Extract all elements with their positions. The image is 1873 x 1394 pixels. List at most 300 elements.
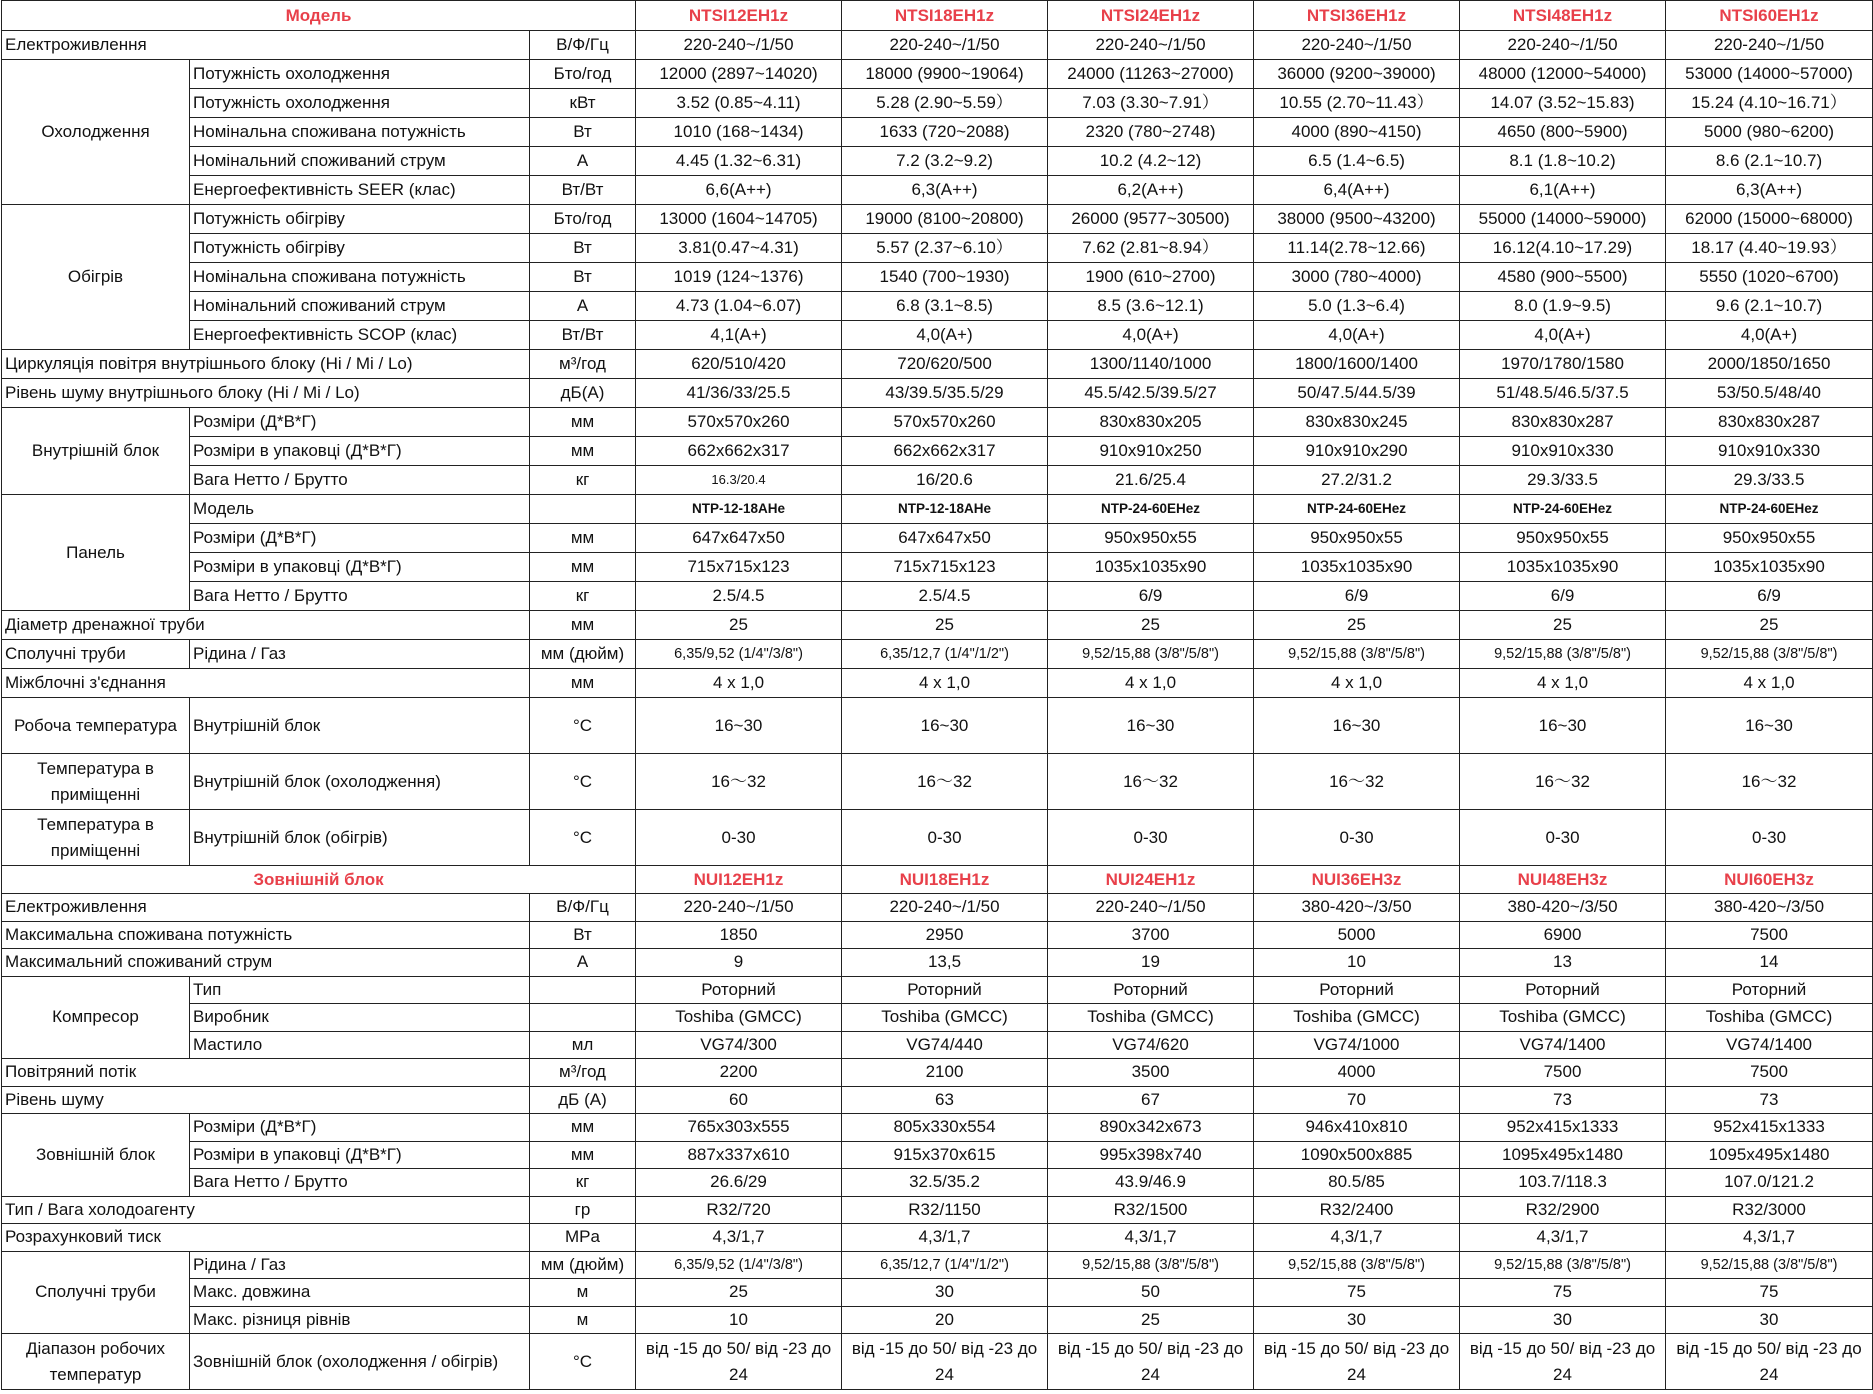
table-row [2,1114,1873,1142]
unit-label: Вт [530,234,636,263]
value-cell: 4 x 1,0 [1048,669,1254,698]
value-cell: 0-30 [1254,810,1460,866]
value-cell: 0-30 [1460,810,1666,866]
value-cell: 16～32 [1666,754,1873,810]
value-cell: 1850 [636,921,842,949]
table-row [2,1279,1873,1307]
value-cell: 5.57 (2.37~6.10） [842,234,1048,263]
table-row [2,408,1873,437]
table-row [2,1086,1873,1114]
unit-label: мм [530,437,636,466]
group-label: Внутрішній блок [2,408,190,495]
value-cell: 1035x1035x90 [1460,553,1666,582]
value-cell: 18000 (9900~19064) [842,60,1048,89]
parameter-label: Потужність охолодження [190,60,530,89]
value-cell: 75 [1254,1279,1460,1307]
value-cell: 29.3/33.5 [1460,466,1666,495]
value-cell: 75 [1460,1279,1666,1307]
value-cell: 14.07 (3.52~15.83) [1460,89,1666,118]
value-cell: 50/47.5/44.5/39 [1254,379,1460,408]
value-cell: 7.62 (2.81~8.94） [1048,234,1254,263]
unit-label: Вт/Вт [530,321,636,350]
unit-label [530,495,636,524]
value-cell: 41/36/33/25.5 [636,379,842,408]
table-row [2,234,1873,263]
value-cell: NTP-24-60EHez [1460,495,1666,524]
unit-label: А [530,147,636,176]
value-cell: 1540 (700~1930) [842,263,1048,292]
value-cell: 6,1(A++) [1460,176,1666,205]
value-cell: 53000 (14000~57000) [1666,60,1873,89]
value-cell: 887x337x610 [636,1141,842,1169]
value-cell: 1970/1780/1580 [1460,350,1666,379]
table-row [2,1004,1873,1032]
value-cell: 830x830x287 [1666,408,1873,437]
value-cell: 220-240~/1/50 [1460,31,1666,60]
parameter-label: Вага Нетто / Брутто [190,1169,530,1197]
value-cell: 6900 [1460,921,1666,949]
model-name: NTSI60EH1z [1666,1,1873,31]
table-row [2,176,1873,205]
value-cell: 4 x 1,0 [842,669,1048,698]
value-cell: 1019 (124~1376) [636,263,842,292]
value-cell: 26000 (9577~30500) [1048,205,1254,234]
value-cell: R32/1500 [1048,1196,1254,1224]
model-name: NTSI36EH1z [1254,1,1460,31]
value-cell: 9,52/15,88 (3/8"/5/8") [1666,640,1873,669]
value-cell: 6,6(A++) [636,176,842,205]
value-cell: NTP-12-18AHe [636,495,842,524]
table-row [2,949,1873,977]
parameter-label: Внутрішній блок (охолодження) [190,754,530,810]
parameter-label: Електроживлення [2,31,530,60]
value-cell: 1800/1600/1400 [1254,350,1460,379]
value-cell: 4,3/1,7 [636,1224,842,1252]
value-cell: 4000 [1254,1059,1460,1087]
value-cell: 6,2(A++) [1048,176,1254,205]
parameter-label: Модель [190,495,530,524]
value-cell: 16～32 [1048,754,1254,810]
unit-label: мм [530,553,636,582]
parameter-label: Потужність обігріву [190,234,530,263]
parameter-label: Рідина / Газ [190,640,530,669]
value-cell: 7.2 (3.2~9.2) [842,147,1048,176]
table-row [2,437,1873,466]
value-cell: NTP-24-60EHez [1048,495,1254,524]
value-cell: 6.8 (3.1~8.5) [842,292,1048,321]
value-cell: 6/9 [1254,582,1460,611]
parameter-label: Тип [190,976,530,1004]
group-label: Зовнішній блок [2,1114,190,1197]
parameter-label: Електроживлення [2,894,530,922]
indoor-header-row [2,1,1873,31]
value-cell: 950x950x55 [1254,524,1460,553]
parameter-label: Тип / Вага холодоагенту [2,1196,530,1224]
table-row [2,1059,1873,1087]
table-row [2,894,1873,922]
value-cell: 16~30 [1666,698,1873,754]
value-cell: 75 [1666,1279,1873,1307]
table-row [2,321,1873,350]
unit-label: м³/год [530,350,636,379]
value-cell: 73 [1666,1086,1873,1114]
value-cell: 220-240~/1/50 [636,894,842,922]
value-cell: 1010 (168~1434) [636,118,842,147]
value-cell: 5.0 (1.3~6.4) [1254,292,1460,321]
value-cell: 4,0(A+) [842,321,1048,350]
value-cell: 16～32 [636,754,842,810]
value-cell: 6,35/9,52 (1/4"/3/8") [636,1251,842,1279]
unit-label: кг [530,582,636,611]
value-cell: 720/620/500 [842,350,1048,379]
table-row [2,350,1873,379]
value-cell: 6/9 [1460,582,1666,611]
value-cell: 16/20.6 [842,466,1048,495]
value-cell: 18.17 (4.40~19.93） [1666,234,1873,263]
unit-label: Вт [530,118,636,147]
value-cell: Toshiba (GMCC) [636,1004,842,1032]
value-cell: R32/720 [636,1196,842,1224]
unit-label: °C [530,1334,636,1390]
value-cell: 4,1(A+) [636,321,842,350]
value-cell: 25 [842,611,1048,640]
value-cell: Toshiba (GMCC) [1254,1004,1460,1032]
table-row [2,379,1873,408]
value-cell: 25 [1666,611,1873,640]
parameter-label: Розміри (Д*В*Г) [190,524,530,553]
value-cell: 830x830x245 [1254,408,1460,437]
value-cell: 570x570x260 [842,408,1048,437]
table-row [2,263,1873,292]
unit-label: мм [530,611,636,640]
value-cell: 32.5/35.2 [842,1169,1048,1197]
parameter-label: Рівень шуму внутрішнього блоку (Hi / Mi / Lo) [2,379,530,408]
table-row [2,1334,1873,1390]
unit-label: мм (дюйм) [530,640,636,669]
value-cell: NTP-24-60EHez [1666,495,1873,524]
value-cell: 380-420~/3/50 [1460,894,1666,922]
value-cell: VG74/1400 [1666,1031,1873,1059]
value-cell: 10.55 (2.70~11.43） [1254,89,1460,118]
value-cell: 220-240~/1/50 [842,31,1048,60]
value-cell: 24000 (11263~27000) [1048,60,1254,89]
value-cell: 25 [636,1279,842,1307]
value-cell: NTP-12-18AHe [842,495,1048,524]
parameter-label: Максимальна споживана потужність [2,921,530,949]
value-cell: 830x830x287 [1460,408,1666,437]
value-cell: 4580 (900~5500) [1460,263,1666,292]
value-cell: 380-420~/3/50 [1666,894,1873,922]
value-cell: 25 [636,611,842,640]
value-cell: 16~30 [636,698,842,754]
value-cell: 36000 (9200~39000) [1254,60,1460,89]
parameter-label: Максимальний споживаний струм [2,949,530,977]
value-cell: 9 [636,949,842,977]
unit-label: м [530,1306,636,1334]
value-cell: 107.0/121.2 [1666,1169,1873,1197]
unit-label: м³/год [530,1059,636,1087]
parameter-label: Номінальна споживана потужність [190,118,530,147]
parameter-label: Розміри в упаковці (Д*В*Г) [190,553,530,582]
value-cell: Toshiba (GMCC) [1048,1004,1254,1032]
model-name: NTSI12EH1z [636,1,842,31]
parameter-label: Циркуляція повітря внутрішнього блоку (Hi / Mi / Lo) [2,350,530,379]
value-cell: 0-30 [1048,810,1254,866]
model-name: NUI60EH3z [1666,866,1873,894]
value-cell: 15.24 (4.10~16.71） [1666,89,1873,118]
outdoor-header-row [2,866,1873,894]
value-cell: 4,3/1,7 [842,1224,1048,1252]
parameter-label: Зовнішній блок (охолодження / обігрів) [190,1334,530,1390]
value-cell: 647x647x50 [842,524,1048,553]
table-row [2,1224,1873,1252]
value-cell: R32/2900 [1460,1196,1666,1224]
value-cell: 8.1 (1.8~10.2) [1460,147,1666,176]
unit-label: мм [530,1114,636,1142]
model-name: NTSI18EH1z [842,1,1048,31]
value-cell: 7500 [1460,1059,1666,1087]
value-cell: 4,0(A+) [1048,321,1254,350]
value-cell: 4,0(A+) [1254,321,1460,350]
value-cell: 13,5 [842,949,1048,977]
value-cell: 952x415x1333 [1460,1114,1666,1142]
value-cell: 4 x 1,0 [1460,669,1666,698]
value-cell: 6,35/12,7 (1/4"/1/2") [842,640,1048,669]
value-cell: 2100 [842,1059,1048,1087]
unit-label [530,1004,636,1032]
value-cell: 29.3/33.5 [1666,466,1873,495]
unit-label: гр [530,1196,636,1224]
unit-label: Бто/год [530,60,636,89]
value-cell: 43.9/46.9 [1048,1169,1254,1197]
value-cell: 9,52/15,88 (3/8"/5/8") [1048,1251,1254,1279]
specification-table [1,0,1873,1390]
value-cell: 220-240~/1/50 [636,31,842,60]
unit-label [530,976,636,1004]
value-cell: 60 [636,1086,842,1114]
value-cell: 6,4(A++) [1254,176,1460,205]
value-cell: 715x715x123 [636,553,842,582]
table-row [2,1251,1873,1279]
value-cell: 220-240~/1/50 [1048,31,1254,60]
value-cell: 43/39.5/35.5/29 [842,379,1048,408]
table-row [2,976,1873,1004]
table-row [2,524,1873,553]
value-cell: Toshiba (GMCC) [1460,1004,1666,1032]
value-cell: 647x647x50 [636,524,842,553]
value-cell: 16~30 [842,698,1048,754]
value-cell: 16.12(4.10~17.29) [1460,234,1666,263]
value-cell: Роторний [1666,976,1873,1004]
value-cell: 2950 [842,921,1048,949]
value-cell: VG74/1000 [1254,1031,1460,1059]
unit-label: Вт/Вт [530,176,636,205]
value-cell: 51/48.5/46.5/37.5 [1460,379,1666,408]
value-cell: 16.3/20.4 [636,466,842,495]
value-cell: 3000 (780~4000) [1254,263,1460,292]
unit-label: мл [530,1031,636,1059]
value-cell: 11.14(2.78~12.66) [1254,234,1460,263]
table-row [2,1169,1873,1197]
value-cell: 6,3(A++) [842,176,1048,205]
group-label: Обігрів [2,205,190,350]
value-cell: 952x415x1333 [1666,1114,1873,1142]
unit-label: °C [530,698,636,754]
model-name: NTSI48EH1z [1460,1,1666,31]
indoor-section-title: Модель [2,1,636,31]
group-label: Панель [2,495,190,611]
parameter-label: Повітряний потік [2,1059,530,1087]
table-row [2,89,1873,118]
model-name: NTSI24EH1z [1048,1,1254,31]
value-cell: 1300/1140/1000 [1048,350,1254,379]
value-cell: 45.5/42.5/39.5/27 [1048,379,1254,408]
model-name: NUI36EH3z [1254,866,1460,894]
value-cell: 1633 (720~2088) [842,118,1048,147]
table-row [2,1306,1873,1334]
value-cell: 620/510/420 [636,350,842,379]
parameter-label: Вага Нетто / Брутто [190,582,530,611]
value-cell: 1035x1035x90 [1254,553,1460,582]
value-cell: 3.52 (0.85~4.11) [636,89,842,118]
value-cell: 220-240~/1/50 [1666,31,1873,60]
parameter-label: Розміри (Д*В*Г) [190,1114,530,1142]
value-cell: 6.5 (1.4~6.5) [1254,147,1460,176]
value-cell: 2.5/4.5 [636,582,842,611]
value-cell: Роторний [1460,976,1666,1004]
table-row [2,611,1873,640]
value-cell: 70 [1254,1086,1460,1114]
unit-label: мм [530,669,636,698]
group-label: Робоча температура [2,698,190,754]
value-cell: 26.6/29 [636,1169,842,1197]
model-name: NUI48EH3z [1460,866,1666,894]
parameter-label: Міжблочні з'єднання [2,669,530,698]
value-cell: 3700 [1048,921,1254,949]
unit-label: м [530,1279,636,1307]
value-cell: 3.81(0.47~4.31) [636,234,842,263]
value-cell: 570x570x260 [636,408,842,437]
value-cell: Роторний [1254,976,1460,1004]
value-cell: 380-420~/3/50 [1254,894,1460,922]
table-row [2,582,1873,611]
parameter-label: Вага Нетто / Брутто [190,466,530,495]
value-cell: 910x910x250 [1048,437,1254,466]
value-cell: 1035x1035x90 [1666,553,1873,582]
value-cell: 73 [1460,1086,1666,1114]
value-cell: NTP-24-60EHez [1254,495,1460,524]
value-cell: 662x662x317 [636,437,842,466]
parameter-label: Розміри в упаковці (Д*В*Г) [190,1141,530,1169]
specification-table-body [2,1,1873,1390]
value-cell: 50 [1048,1279,1254,1307]
value-cell: 25 [1254,611,1460,640]
value-cell: 2.5/4.5 [842,582,1048,611]
table-row [2,810,1873,866]
value-cell: 4 x 1,0 [1254,669,1460,698]
unit-label: кг [530,466,636,495]
group-label: Діапазон робочих температур [2,1334,190,1390]
value-cell: 220-240~/1/50 [1048,894,1254,922]
group-label: Компресор [2,976,190,1059]
unit-label: В/Ф/Гц [530,894,636,922]
value-cell: R32/2400 [1254,1196,1460,1224]
value-cell: Роторний [636,976,842,1004]
table-row [2,553,1873,582]
value-cell: від -15 до 50/ від -23 до 24 [636,1334,842,1390]
value-cell: 62000 (15000~68000) [1666,205,1873,234]
unit-label: °C [530,754,636,810]
value-cell: 8.0 (1.9~9.5) [1460,292,1666,321]
value-cell: 5000 (980~6200) [1666,118,1873,147]
value-cell: 765x303x555 [636,1114,842,1142]
value-cell: 55000 (14000~59000) [1460,205,1666,234]
value-cell: VG74/300 [636,1031,842,1059]
unit-label: Бто/год [530,205,636,234]
unit-label: В/Ф/Гц [530,31,636,60]
value-cell: 4,0(A+) [1666,321,1873,350]
value-cell: 4 x 1,0 [1666,669,1873,698]
value-cell: 80.5/85 [1254,1169,1460,1197]
value-cell: 16~30 [1460,698,1666,754]
table-row [2,669,1873,698]
parameter-label: Потужність обігріву [190,205,530,234]
value-cell: 30 [1460,1306,1666,1334]
value-cell: 2200 [636,1059,842,1087]
value-cell: R32/1150 [842,1196,1048,1224]
value-cell: 10.2 (4.2~12) [1048,147,1254,176]
value-cell: 16～32 [1460,754,1666,810]
value-cell: Роторний [1048,976,1254,1004]
value-cell: 12000 (2897~14020) [636,60,842,89]
table-row [2,1196,1873,1224]
parameter-label: Енергоефективність SEER (клас) [190,176,530,205]
value-cell: 13 [1460,949,1666,977]
model-name: NUI24EH1z [1048,866,1254,894]
model-name: NUI12EH1z [636,866,842,894]
table-row [2,31,1873,60]
parameter-label: Внутрішній блок (обігрів) [190,810,530,866]
unit-label: мм [530,1141,636,1169]
value-cell: 25 [1460,611,1666,640]
value-cell: 25 [1048,1306,1254,1334]
value-cell: 9,52/15,88 (3/8"/5/8") [1254,640,1460,669]
value-cell: 3500 [1048,1059,1254,1087]
value-cell: 950x950x55 [1048,524,1254,553]
value-cell: 25 [1048,611,1254,640]
value-cell: 9,52/15,88 (3/8"/5/8") [1048,640,1254,669]
value-cell: 63 [842,1086,1048,1114]
value-cell: VG74/1400 [1460,1031,1666,1059]
value-cell: Роторний [842,976,1048,1004]
table-row [2,640,1873,669]
value-cell: 910x910x330 [1666,437,1873,466]
value-cell: 16~30 [1048,698,1254,754]
value-cell: 20 [842,1306,1048,1334]
value-cell: 4,3/1,7 [1666,1224,1873,1252]
parameter-label: Розрахунковий тиск [2,1224,530,1252]
unit-label: Вт [530,263,636,292]
value-cell: 1035x1035x90 [1048,553,1254,582]
value-cell: 19 [1048,949,1254,977]
value-cell: R32/3000 [1666,1196,1873,1224]
value-cell: 2000/1850/1650 [1666,350,1873,379]
value-cell: 27.2/31.2 [1254,466,1460,495]
value-cell: 220-240~/1/50 [1254,31,1460,60]
value-cell: від -15 до 50/ від -23 до 24 [1460,1334,1666,1390]
value-cell: 0-30 [842,810,1048,866]
value-cell: 16~30 [1254,698,1460,754]
